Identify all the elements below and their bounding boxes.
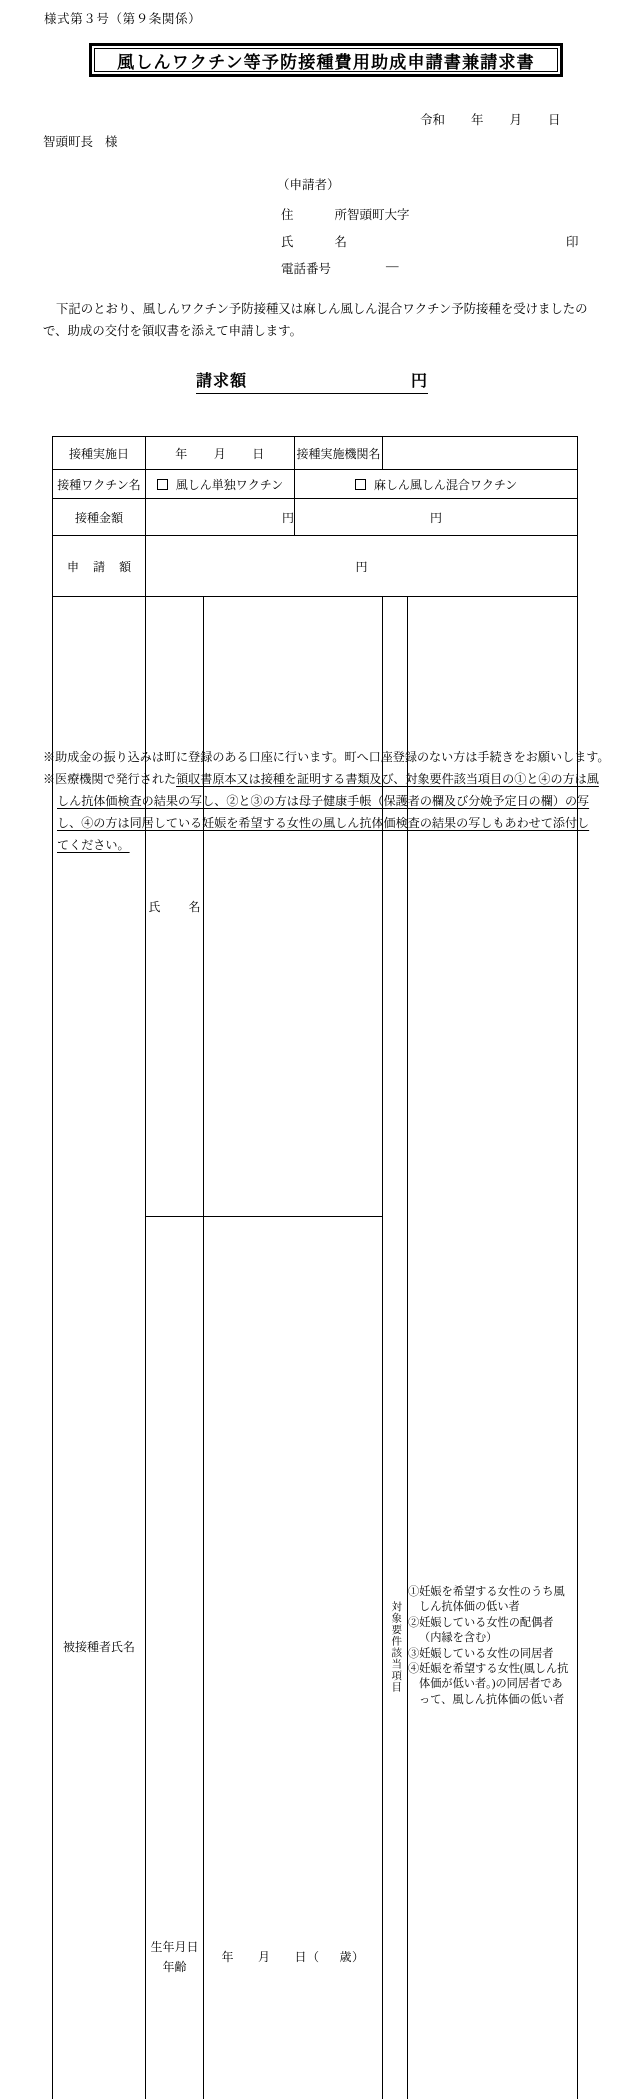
applicant-tel-dash: ― <box>386 259 399 274</box>
applicant-name-row <box>281 232 347 250</box>
applicant-address-label: 住 所 <box>281 205 347 223</box>
table-row-recipient-name <box>53 597 578 1217</box>
addressee-line <box>43 132 118 150</box>
table-row-vaccination-fee <box>53 499 578 536</box>
checkbox-rubella-single[interactable] <box>146 470 295 499</box>
recipient-label: 被接種者氏名 <box>63 1640 135 1654</box>
cell-recipient-name-value[interactable] <box>204 597 383 1217</box>
footnote-line-2 <box>43 768 595 790</box>
eligibility-vertical-label: 対象要件該当項目 <box>390 597 401 2099</box>
vaccination-date-month: 月 <box>214 447 227 461</box>
cell-institution-value[interactable] <box>383 437 578 470</box>
fee-right-unit: 円 <box>430 511 442 525</box>
table-row-vaccination-date <box>53 437 578 470</box>
fee-left-unit: 円 <box>282 511 294 525</box>
cell-recipient-birth-label <box>146 1217 204 2099</box>
document-title-box-inner <box>94 48 558 72</box>
cell-vaccine-name-label <box>53 470 146 499</box>
footnote-line-5: てください。 <box>43 834 595 856</box>
vaccination-date-label: 接種実施日 <box>69 447 129 461</box>
eligibility-item-2-line1: ②妊娠している女性の配偶者 <box>408 1616 577 1631</box>
vaccination-date-day: 日 <box>252 447 265 461</box>
footnote-line-1: ※助成金の振り込みは町に登録のある口座に行います。町へ口座登録のない方は手続きをお願いします。 <box>43 746 595 768</box>
eligibility-item-2-line2: （内縁を含む） <box>408 1631 577 1646</box>
application-amount-unit: 円 <box>356 560 368 574</box>
cell-vaccination-fee-label <box>53 499 146 536</box>
footnote-line-2-prefix: ※医療機関で発行された <box>43 772 176 786</box>
checkbox-mr-combined-box[interactable] <box>355 479 366 490</box>
footnotes <box>43 746 595 856</box>
date-era: 令和 <box>420 113 445 127</box>
cell-fee-right-value[interactable] <box>295 499 578 536</box>
cell-application-amount-value[interactable] <box>146 536 578 597</box>
eligibility-item-3: ③妊娠している女性の同居者 <box>408 1647 577 1662</box>
applicant-address-row <box>281 205 410 223</box>
claim-amount-unit: 円 <box>411 368 428 391</box>
footnote-line-4: し、④の方は同居している妊娠を希望する女性の風しん抗体価検査の結果の写しもあわせて添付し <box>43 812 595 834</box>
eligibility-item-4-line3: って、風しん抗体価の低い者 <box>408 1693 577 1708</box>
addressee-name: 智頭町長 <box>43 135 93 149</box>
statement-paragraph: 下記のとおり、風しんワクチン予防接種又は麻しん風しん混合ワクチン予防接種を受けましたので、助成の交付を領収書を添えて申請します。 <box>43 298 589 342</box>
vaccination-date-year: 年 <box>175 447 188 461</box>
table-row-application-amount <box>53 536 578 597</box>
vaccination-fee-label: 接種金額 <box>75 511 123 525</box>
recipient-age-label-line2: 年齢 <box>146 1957 203 1977</box>
applicant-tel-row <box>281 259 347 277</box>
applicant-section-label: （申請者） <box>277 175 340 193</box>
addressee-honorific: 様 <box>105 135 118 149</box>
cell-vaccination-date-value[interactable] <box>146 437 295 470</box>
eligibility-item-1-line2: しん抗体価の低い者 <box>408 1600 577 1615</box>
cell-institution-label <box>295 437 383 470</box>
application-amount-label: 申 請 額 <box>67 558 131 575</box>
checkbox-rubella-single-box[interactable] <box>157 479 168 490</box>
cell-fee-left-value[interactable] <box>146 499 295 536</box>
date-month-unit: 月 <box>510 113 523 127</box>
recipient-birth-month: 月 <box>258 1950 271 1964</box>
institution-label: 接種実施機関名 <box>297 447 381 461</box>
recipient-name-label: 氏 名 <box>149 898 201 915</box>
claim-amount-line <box>196 368 428 394</box>
recipient-age-unit: 歳） <box>340 1950 365 1964</box>
recipient-birth-day: 日（ <box>295 1950 320 1964</box>
document-page <box>0 0 630 903</box>
form-number: 様式第３号（第９条関係） <box>44 9 201 27</box>
claim-amount-label: 請求額 <box>196 368 247 391</box>
date-day-unit: 日 <box>548 113 561 127</box>
applicant-address-value: 智頭町大字 <box>347 208 410 222</box>
eligibility-item-4-line2: 体価が低い者。)の同居者であ <box>408 1677 577 1692</box>
recipient-birth-year: 年 <box>221 1950 234 1964</box>
checkbox-mr-combined-label: 麻しん風しん混合ワクチン <box>374 478 517 492</box>
checkbox-rubella-single-label: 風しん単独ワクチン <box>176 478 283 492</box>
footnote-line-2-underlined: 領収書原本又は接種を証明する書類及び、対象要件該当項目の①と④の方は風 <box>176 772 599 786</box>
document-title-box <box>89 43 563 77</box>
recipient-birth-label-line1: 生年月日 <box>146 1937 203 1957</box>
footnote-line-3: しん抗体価検査の結果の写し、②と③の方は母子健康手帳（保護者の欄及び分娩予定日の欄）の写 <box>43 790 595 812</box>
date-year-unit: 年 <box>471 113 484 127</box>
date-line <box>420 110 561 128</box>
applicant-tel-label: 電話番号 <box>281 259 347 277</box>
cell-recipient-birth-value[interactable] <box>204 1217 383 2099</box>
page-title: 風しんワクチン等予防接種費用助成申請書兼請求書 <box>117 48 535 73</box>
table-row-vaccine-name <box>53 470 578 499</box>
application-table <box>52 436 578 2099</box>
checkbox-mr-combined[interactable] <box>295 470 578 499</box>
eligibility-item-4-line1: ④妊娠を希望する女性(風しん抗 <box>408 1662 577 1677</box>
cell-application-amount-label <box>53 536 146 597</box>
applicant-name-label: 氏 名 <box>281 232 347 250</box>
seal-mark: 印 <box>566 232 579 250</box>
eligibility-item-1-line1: ①妊娠を希望する女性のうち風 <box>408 1585 577 1600</box>
cell-recipient-name-label <box>146 597 204 1217</box>
cell-vaccination-date-label <box>53 437 146 470</box>
vaccine-name-label: 接種ワクチン名 <box>57 478 140 492</box>
